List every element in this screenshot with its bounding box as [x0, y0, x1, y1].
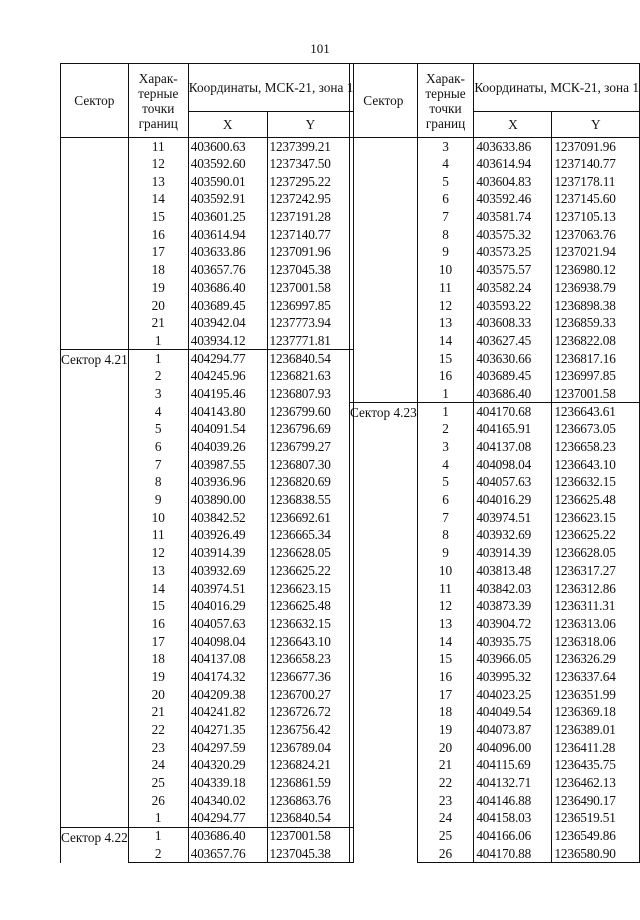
- x-coordinate-cell: 404049.54: [474, 704, 552, 722]
- x-coordinate-cell: 403890.00: [188, 491, 267, 509]
- x-coordinate-cell: 404241.82: [188, 704, 267, 722]
- point-number-cell: 10: [128, 509, 188, 527]
- y-coordinate-cell: 1236658.23: [552, 438, 640, 456]
- y-coordinate-cell: 1236625.48: [552, 491, 640, 509]
- y-coordinate-cell: 1236799.60: [267, 403, 354, 421]
- point-number-cell: 4: [417, 155, 474, 173]
- x-coordinate-cell: 404170.88: [474, 845, 552, 863]
- y-coordinate-cell: 1236311.31: [552, 597, 640, 615]
- coordinates-table-left: [60, 63, 354, 863]
- coordinates-table-right: [349, 63, 640, 863]
- point-number-cell: 18: [128, 650, 188, 668]
- point-number-cell: 9: [417, 544, 474, 562]
- point-number-cell: 9: [417, 244, 474, 262]
- y-coordinate-cell: 1236756.42: [267, 721, 354, 739]
- y-coordinate-cell: 1237145.60: [552, 191, 640, 209]
- point-number-cell: 1: [128, 827, 188, 845]
- y-coordinate-cell: 1237001.58: [552, 385, 640, 403]
- x-coordinate-cell: 403914.39: [474, 544, 552, 562]
- x-coordinate-cell: 404091.54: [188, 421, 267, 439]
- y-coordinate-cell: 1236625.48: [267, 597, 354, 615]
- y-coordinate-cell: 1236789.04: [267, 739, 354, 757]
- point-number-cell: 2: [417, 421, 474, 439]
- y-coordinate-cell: 1237773.94: [267, 314, 354, 332]
- point-number-cell: 3: [417, 138, 474, 156]
- y-coordinate-cell: 1236326.29: [552, 650, 640, 668]
- x-coordinate-cell: 404294.77: [188, 350, 267, 368]
- y-coordinate-cell: 1237178.11: [552, 173, 640, 191]
- y-coordinate-cell: 1236863.76: [267, 792, 354, 810]
- point-number-cell: 16: [417, 668, 474, 686]
- y-coordinate-cell: 1236643.10: [267, 633, 354, 651]
- y-coordinate-cell: 1236625.22: [267, 562, 354, 580]
- y-coordinate-cell: 1236665.34: [267, 527, 354, 545]
- point-number-cell: 6: [417, 491, 474, 509]
- point-number-cell: 17: [417, 686, 474, 704]
- y-coordinate-cell: 1236625.22: [552, 527, 640, 545]
- y-coordinate-cell: 1236519.51: [552, 810, 640, 828]
- table-row: [61, 827, 354, 845]
- y-coordinate-cell: 1236312.86: [552, 580, 640, 598]
- y-coordinate-cell: 1237140.77: [552, 155, 640, 173]
- y-coordinate-cell: 1236490.17: [552, 792, 640, 810]
- y-coordinate-cell: 1236462.13: [552, 774, 640, 792]
- x-coordinate-cell: 403934.12: [188, 332, 267, 350]
- point-number-cell: 6: [417, 191, 474, 209]
- point-number-cell: 24: [128, 757, 188, 775]
- y-coordinate-cell: 1236632.15: [552, 474, 640, 492]
- y-coordinate-cell: 1236938.79: [552, 279, 640, 297]
- y-coordinate-cell: 1236643.10: [552, 456, 640, 474]
- point-number-cell: 5: [128, 421, 188, 439]
- point-number-cell: 14: [417, 332, 474, 350]
- y-coordinate-cell: 1237140.77: [267, 226, 354, 244]
- point-number-cell: 11: [128, 138, 188, 156]
- y-coordinate-cell: 1237001.58: [267, 827, 354, 845]
- y-coordinate-cell: 1236337.64: [552, 668, 640, 686]
- x-coordinate-cell: 403686.40: [188, 279, 267, 297]
- x-coordinate-cell: 404339.18: [188, 774, 267, 792]
- point-number-cell: 3: [128, 385, 188, 403]
- x-coordinate-cell: 403995.32: [474, 668, 552, 686]
- x-coordinate-cell: 404016.29: [188, 597, 267, 615]
- x-coordinate-cell: 403657.76: [188, 261, 267, 279]
- point-number-cell: 16: [417, 367, 474, 385]
- x-coordinate-cell: 404016.29: [474, 491, 552, 509]
- point-number-cell: 14: [128, 580, 188, 598]
- x-coordinate-cell: 404098.04: [188, 633, 267, 651]
- point-number-cell: 15: [417, 350, 474, 368]
- point-number-cell: 16: [128, 226, 188, 244]
- x-coordinate-cell: 404039.26: [188, 438, 267, 456]
- y-coordinate-cell: 1236997.85: [267, 297, 354, 315]
- point-number-cell: 15: [417, 650, 474, 668]
- y-coordinate-cell: 1236677.36: [267, 668, 354, 686]
- y-coordinate-cell: 1236980.12: [552, 261, 640, 279]
- y-coordinate-cell: 1236821.63: [267, 367, 354, 385]
- y-coordinate-cell: 1236817.16: [552, 350, 640, 368]
- y-coordinate-cell: 1236807.93: [267, 385, 354, 403]
- table-body-right: [350, 138, 640, 863]
- x-coordinate-cell: 403592.46: [474, 191, 552, 209]
- point-number-cell: 13: [417, 615, 474, 633]
- x-coordinate-cell: 403627.45: [474, 332, 552, 350]
- y-coordinate-cell: 1236820.69: [267, 474, 354, 492]
- x-coordinate-cell: 403592.60: [188, 155, 267, 173]
- y-coordinate-cell: 1236628.05: [552, 544, 640, 562]
- point-number-cell: 20: [128, 297, 188, 315]
- x-coordinate-cell: 404174.32: [188, 668, 267, 686]
- sector-cell: [61, 138, 129, 350]
- point-number-cell: 25: [417, 827, 474, 845]
- y-coordinate-cell: 1236318.06: [552, 633, 640, 651]
- y-coordinate-cell: 1236692.61: [267, 509, 354, 527]
- header-sector: Сектор: [350, 64, 418, 138]
- y-coordinate-cell: 1237191.28: [267, 208, 354, 226]
- x-coordinate-cell: 403686.40: [188, 827, 267, 845]
- point-number-cell: 10: [417, 261, 474, 279]
- x-coordinate-cell: 403614.94: [188, 226, 267, 244]
- header-x: X: [474, 112, 552, 138]
- point-number-cell: 1: [417, 403, 474, 421]
- y-coordinate-cell: 1236997.85: [552, 367, 640, 385]
- x-coordinate-cell: 403608.33: [474, 314, 552, 332]
- table-row: [350, 403, 640, 421]
- y-coordinate-cell: 1237063.76: [552, 226, 640, 244]
- y-coordinate-cell: 1237347.50: [267, 155, 354, 173]
- point-number-cell: 1: [128, 332, 188, 350]
- point-number-cell: 26: [417, 845, 474, 863]
- point-number-cell: 21: [128, 314, 188, 332]
- x-coordinate-cell: 403633.86: [474, 138, 552, 156]
- x-coordinate-cell: 403936.96: [188, 474, 267, 492]
- x-coordinate-cell: 404146.88: [474, 792, 552, 810]
- y-coordinate-cell: 1236838.55: [267, 491, 354, 509]
- point-number-cell: 26: [128, 792, 188, 810]
- point-number-cell: 14: [417, 633, 474, 651]
- y-coordinate-cell: 1236580.90: [552, 845, 640, 863]
- point-number-cell: 22: [417, 774, 474, 792]
- header-y: Y: [267, 112, 354, 138]
- y-coordinate-cell: 1236435.75: [552, 757, 640, 775]
- y-coordinate-cell: 1236840.54: [267, 350, 354, 368]
- point-number-cell: 8: [417, 527, 474, 545]
- y-coordinate-cell: 1236628.05: [267, 544, 354, 562]
- point-number-cell: 1: [128, 350, 188, 368]
- y-coordinate-cell: 1237045.38: [267, 845, 354, 863]
- point-number-cell: 24: [417, 810, 474, 828]
- point-number-cell: 11: [417, 580, 474, 598]
- point-number-cell: 7: [128, 456, 188, 474]
- x-coordinate-cell: 404165.91: [474, 421, 552, 439]
- x-coordinate-cell: 403686.40: [474, 385, 552, 403]
- point-number-cell: 16: [128, 615, 188, 633]
- x-coordinate-cell: 403904.72: [474, 615, 552, 633]
- point-number-cell: 9: [128, 491, 188, 509]
- point-number-cell: 19: [417, 721, 474, 739]
- point-number-cell: 3: [417, 438, 474, 456]
- point-number-cell: 13: [128, 562, 188, 580]
- x-coordinate-cell: 403914.39: [188, 544, 267, 562]
- x-coordinate-cell: 404023.25: [474, 686, 552, 704]
- y-coordinate-cell: 1236822.08: [552, 332, 640, 350]
- point-number-cell: 11: [128, 527, 188, 545]
- table-body-left: [61, 138, 354, 863]
- header-x: X: [188, 112, 267, 138]
- x-coordinate-cell: 404057.63: [188, 615, 267, 633]
- point-number-cell: 7: [417, 509, 474, 527]
- x-coordinate-cell: 403842.03: [474, 580, 552, 598]
- x-coordinate-cell: 404195.46: [188, 385, 267, 403]
- point-number-cell: 4: [417, 456, 474, 474]
- x-coordinate-cell: 403932.69: [188, 562, 267, 580]
- x-coordinate-cell: 403974.51: [188, 580, 267, 598]
- x-coordinate-cell: 404073.87: [474, 721, 552, 739]
- point-number-cell: 21: [128, 704, 188, 722]
- point-number-cell: 15: [128, 597, 188, 615]
- x-coordinate-cell: 404271.35: [188, 721, 267, 739]
- header-sector: Сектор: [61, 64, 129, 138]
- point-number-cell: 11: [417, 279, 474, 297]
- x-coordinate-cell: 404320.29: [188, 757, 267, 775]
- x-coordinate-cell: 403604.83: [474, 173, 552, 191]
- point-number-cell: 5: [417, 173, 474, 191]
- x-coordinate-cell: 404115.69: [474, 757, 552, 775]
- x-coordinate-cell: 404245.96: [188, 367, 267, 385]
- sector-cell: Сектор 4.23: [350, 403, 418, 863]
- x-coordinate-cell: 404170.68: [474, 403, 552, 421]
- y-coordinate-cell: 1236726.72: [267, 704, 354, 722]
- y-coordinate-cell: 1237091.96: [267, 244, 354, 262]
- x-coordinate-cell: 403601.25: [188, 208, 267, 226]
- y-coordinate-cell: 1236632.15: [267, 615, 354, 633]
- y-coordinate-cell: 1237091.96: [552, 138, 640, 156]
- y-coordinate-cell: 1237242.95: [267, 191, 354, 209]
- x-coordinate-cell: 404137.08: [188, 650, 267, 668]
- point-number-cell: 13: [128, 173, 188, 191]
- header-coordinates: Координаты, МСК-21, зона 1: [188, 64, 354, 112]
- x-coordinate-cell: 403575.57: [474, 261, 552, 279]
- x-coordinate-cell: 403657.76: [188, 845, 267, 863]
- x-coordinate-cell: 403582.24: [474, 279, 552, 297]
- x-coordinate-cell: 403987.55: [188, 456, 267, 474]
- point-number-cell: 20: [417, 739, 474, 757]
- y-coordinate-cell: 1236643.61: [552, 403, 640, 421]
- x-coordinate-cell: 404132.71: [474, 774, 552, 792]
- point-number-cell: 4: [128, 403, 188, 421]
- y-coordinate-cell: 1236369.18: [552, 704, 640, 722]
- point-number-cell: 22: [128, 721, 188, 739]
- x-coordinate-cell: 403630.66: [474, 350, 552, 368]
- header-coordinates: Координаты, МСК-21, зона 1: [474, 64, 640, 112]
- x-coordinate-cell: 403932.69: [474, 527, 552, 545]
- x-coordinate-cell: 403926.49: [188, 527, 267, 545]
- point-number-cell: 18: [128, 261, 188, 279]
- x-coordinate-cell: 403592.91: [188, 191, 267, 209]
- x-coordinate-cell: 404057.63: [474, 474, 552, 492]
- y-coordinate-cell: 1237021.94: [552, 244, 640, 262]
- point-number-cell: 2: [128, 845, 188, 863]
- point-number-cell: 12: [128, 544, 188, 562]
- x-coordinate-cell: 403966.05: [474, 650, 552, 668]
- point-number-cell: 17: [128, 633, 188, 651]
- point-number-cell: 5: [417, 474, 474, 492]
- sector-cell: Сектор 4.21: [61, 350, 129, 828]
- x-coordinate-cell: 403689.45: [188, 297, 267, 315]
- y-coordinate-cell: 1237399.21: [267, 138, 354, 156]
- point-number-cell: 15: [128, 208, 188, 226]
- point-number-cell: 18: [417, 704, 474, 722]
- y-coordinate-cell: 1236796.69: [267, 421, 354, 439]
- x-coordinate-cell: 403590.01: [188, 173, 267, 191]
- x-coordinate-cell: 404143.80: [188, 403, 267, 421]
- x-coordinate-cell: 403873.39: [474, 597, 552, 615]
- x-coordinate-cell: 404209.38: [188, 686, 267, 704]
- point-number-cell: 17: [128, 244, 188, 262]
- x-coordinate-cell: 404297.59: [188, 739, 267, 757]
- x-coordinate-cell: 404340.02: [188, 792, 267, 810]
- x-coordinate-cell: 403689.45: [474, 367, 552, 385]
- y-coordinate-cell: 1236673.05: [552, 421, 640, 439]
- point-number-cell: 12: [417, 297, 474, 315]
- point-number-cell: 6: [128, 438, 188, 456]
- point-number-cell: 2: [128, 367, 188, 385]
- y-coordinate-cell: 1236389.01: [552, 721, 640, 739]
- y-coordinate-cell: 1236700.27: [267, 686, 354, 704]
- y-coordinate-cell: 1236898.38: [552, 297, 640, 315]
- page-number: 101: [310, 41, 330, 56]
- y-coordinate-cell: 1236859.33: [552, 314, 640, 332]
- x-coordinate-cell: 403614.94: [474, 155, 552, 173]
- point-number-cell: 8: [128, 474, 188, 492]
- x-coordinate-cell: 404098.04: [474, 456, 552, 474]
- point-number-cell: 12: [128, 155, 188, 173]
- y-coordinate-cell: 1237045.38: [267, 261, 354, 279]
- header-y: Y: [552, 112, 640, 138]
- y-coordinate-cell: 1236623.15: [267, 580, 354, 598]
- y-coordinate-cell: 1236317.27: [552, 562, 640, 580]
- x-coordinate-cell: 403813.48: [474, 562, 552, 580]
- table-row: [350, 138, 640, 156]
- point-number-cell: 1: [417, 385, 474, 403]
- y-coordinate-cell: 1237295.22: [267, 173, 354, 191]
- x-coordinate-cell: 403573.25: [474, 244, 552, 262]
- point-number-cell: 19: [128, 279, 188, 297]
- x-coordinate-cell: 403600.63: [188, 138, 267, 156]
- point-number-cell: 1: [128, 810, 188, 828]
- y-coordinate-cell: 1237105.13: [552, 208, 640, 226]
- y-coordinate-cell: 1236840.54: [267, 810, 354, 828]
- sector-cell: [350, 138, 418, 403]
- x-coordinate-cell: 403633.86: [188, 244, 267, 262]
- x-coordinate-cell: 404158.03: [474, 810, 552, 828]
- y-coordinate-cell: 1236351.99: [552, 686, 640, 704]
- point-number-cell: 23: [128, 739, 188, 757]
- y-coordinate-cell: 1236799.27: [267, 438, 354, 456]
- x-coordinate-cell: 404294.77: [188, 810, 267, 828]
- point-number-cell: 23: [417, 792, 474, 810]
- y-coordinate-cell: 1236411.28: [552, 739, 640, 757]
- y-coordinate-cell: 1236861.59: [267, 774, 354, 792]
- y-coordinate-cell: 1237001.58: [267, 279, 354, 297]
- point-number-cell: 20: [128, 686, 188, 704]
- x-coordinate-cell: 403842.52: [188, 509, 267, 527]
- x-coordinate-cell: 403942.04: [188, 314, 267, 332]
- point-number-cell: 21: [417, 757, 474, 775]
- x-coordinate-cell: 404137.08: [474, 438, 552, 456]
- header-points: Харак-терные точки границ: [128, 64, 188, 138]
- x-coordinate-cell: 403575.32: [474, 226, 552, 244]
- y-coordinate-cell: 1236549.86: [552, 827, 640, 845]
- point-number-cell: 8: [417, 226, 474, 244]
- x-coordinate-cell: 404096.00: [474, 739, 552, 757]
- x-coordinate-cell: 404166.06: [474, 827, 552, 845]
- y-coordinate-cell: 1236313.06: [552, 615, 640, 633]
- point-number-cell: 19: [128, 668, 188, 686]
- point-number-cell: 10: [417, 562, 474, 580]
- table-row: [61, 350, 354, 368]
- header-points: Харак-терные точки границ: [417, 64, 474, 138]
- y-coordinate-cell: 1236658.23: [267, 650, 354, 668]
- point-number-cell: 12: [417, 597, 474, 615]
- sector-cell: Сектор 4.22: [61, 827, 129, 862]
- x-coordinate-cell: 403935.75: [474, 633, 552, 651]
- y-coordinate-cell: 1236807.30: [267, 456, 354, 474]
- point-number-cell: 13: [417, 314, 474, 332]
- point-number-cell: 25: [128, 774, 188, 792]
- y-coordinate-cell: 1236623.15: [552, 509, 640, 527]
- point-number-cell: 7: [417, 208, 474, 226]
- y-coordinate-cell: 1236824.21: [267, 757, 354, 775]
- point-number-cell: 14: [128, 191, 188, 209]
- x-coordinate-cell: 403581.74: [474, 208, 552, 226]
- x-coordinate-cell: 403974.51: [474, 509, 552, 527]
- y-coordinate-cell: 1237771.81: [267, 332, 354, 350]
- table-row: [61, 138, 354, 156]
- x-coordinate-cell: 403593.22: [474, 297, 552, 315]
